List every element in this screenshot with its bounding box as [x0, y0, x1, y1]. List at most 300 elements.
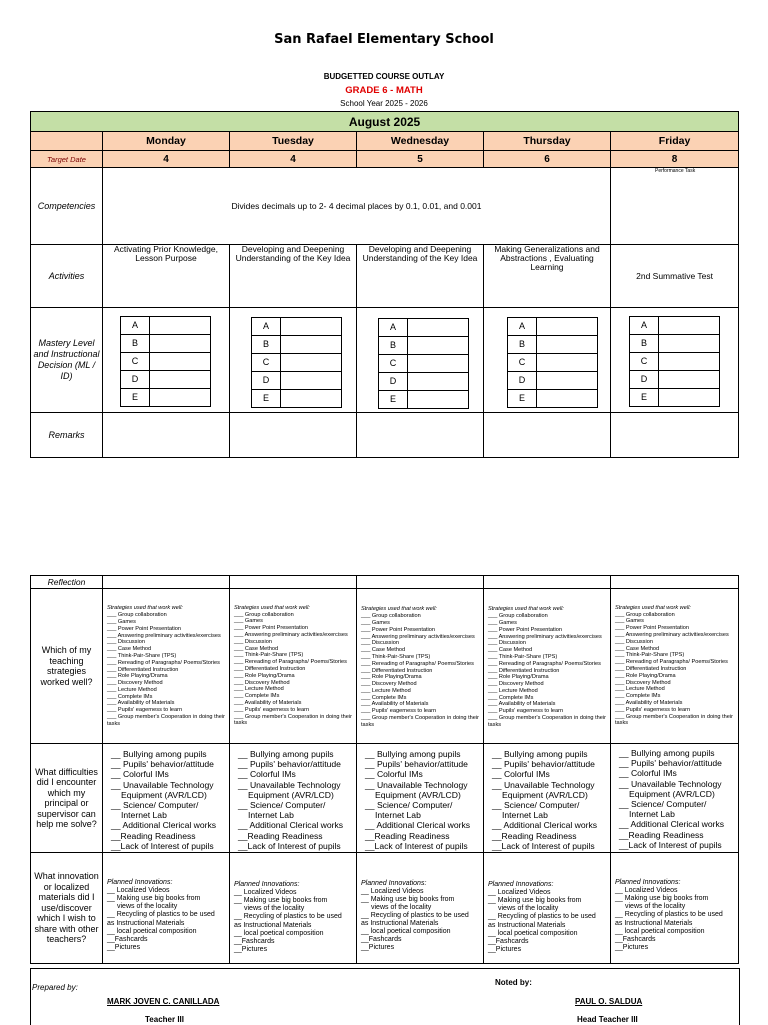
difficulty-item: __ Unavailable Technology [492, 779, 595, 790]
mastery-level-letter: B [508, 335, 537, 353]
prepared-by-name: MARK JOVEN C. CANILLADA [107, 997, 220, 1006]
innovations-heading: Planned Innovations: [488, 881, 554, 889]
reflection-monday [103, 576, 230, 589]
innovation-item: __Pictures [488, 945, 522, 953]
difficulties-cell [103, 744, 230, 853]
reflection-wednesday [357, 576, 484, 589]
mastery-level-count[interactable] [281, 389, 342, 407]
mastery-level-count[interactable] [537, 389, 598, 407]
strategy-item: ___ Case Method [361, 647, 406, 654]
remarks-friday[interactable] [611, 413, 739, 458]
difficulties-list [611, 746, 738, 850]
strategies-heading: Strategies used that work well: [234, 604, 310, 611]
reflection-label: Reflection [31, 576, 103, 589]
activity-monday: Activating Prior Knowledge, Lesson Purpose [103, 245, 230, 308]
mastery-level-count[interactable] [150, 388, 211, 406]
mastery-level-letter: A [379, 318, 408, 336]
difficulty-item: __ Additional Clerical works [111, 820, 217, 831]
difficulty-item: __ Additional Clerical works [365, 820, 471, 831]
mastery-label: Mastery Level and Instructional Decision (ML / ID) [31, 308, 103, 413]
innovation-item: __ Recycling of plastics to be used [488, 913, 596, 921]
strategy-item: ___ Discussion [488, 640, 526, 647]
mastery-level-row [508, 389, 598, 407]
remarks-wednesday[interactable] [357, 413, 484, 458]
school-year: School Year 2025 - 2026 [340, 99, 428, 108]
strategy-item: ___ Games [361, 619, 390, 626]
strategy-item: ___ Group member's Cooperation in doing their tasks [615, 713, 733, 727]
strategy-item: ___ Think-Pair-Share (TPS) [234, 652, 304, 659]
strategy-item: ___ Group collaboration [615, 611, 675, 618]
mastery-level-row [630, 370, 720, 388]
mastery-level-count[interactable] [281, 353, 342, 371]
innovation-item: views of the locality [371, 903, 432, 911]
innovation-item: __Pictures [361, 944, 395, 952]
innovation-item: as Instructional Materials [107, 919, 185, 927]
noted-by-name: PAUL O. SALDUA [575, 997, 643, 1006]
mastery-level-count[interactable] [408, 336, 469, 354]
mastery-level-count[interactable] [408, 318, 469, 336]
innovation-item: __ local poetical composition [234, 929, 324, 937]
innovation-item: __Pictures [234, 945, 268, 953]
mastery-level-row [630, 352, 720, 370]
remarks-monday[interactable] [103, 413, 230, 458]
strategy-item: ___ Discovery Method [615, 679, 671, 686]
strategy-item: ___ Discussion [107, 639, 145, 646]
target-date-thursday: 6 [484, 151, 611, 168]
strategy-item: ___ Discovery Method [488, 681, 544, 688]
difficulty-item: __ Colorful IMs [619, 768, 677, 779]
mastery-level-count[interactable] [281, 317, 342, 335]
strategy-item: ___ Role Playing/Drama [488, 674, 549, 681]
mastery-level-row [121, 316, 211, 334]
difficulty-item: __ Unavailable Technology [365, 779, 468, 790]
strategy-item: ___ Differentiated Instruction [361, 667, 433, 674]
mastery-level-row [379, 390, 469, 408]
mastery-level-letter: A [508, 317, 537, 335]
strategy-item: ___ Pupils' eagerness to learn [488, 708, 564, 715]
difficulties-cell [230, 744, 357, 853]
days-corner [31, 132, 103, 151]
strategy-item: ___ Games [107, 618, 136, 625]
mastery-level-grid [251, 317, 342, 408]
mastery-level-count[interactable] [408, 372, 469, 390]
mastery-level-row [121, 352, 211, 370]
strategy-item: ___ Discussion [234, 638, 272, 645]
strategy-item: ___ Differentiated Instruction [488, 667, 560, 674]
difficulties-list [103, 745, 229, 851]
difficulty-item: __Reading Readiness [365, 830, 450, 841]
mastery-level-count[interactable] [408, 390, 469, 408]
innovation-item: views of the locality [498, 905, 559, 913]
target-date-monday: 4 [103, 151, 230, 168]
mastery-level-letter: D [508, 371, 537, 389]
innovation-item: __ Recycling of plastics to be used [361, 911, 469, 919]
strategies-heading: Strategies used that work well: [615, 604, 691, 611]
difficulty-item: __Lack of Interest of pupils [492, 840, 595, 851]
innovation-item: views of the locality [625, 903, 686, 911]
mastery-level-count[interactable] [659, 388, 720, 406]
mastery-level-letter: C [508, 353, 537, 371]
strategies-cell [103, 589, 230, 744]
mastery-level-row [630, 334, 720, 352]
day-monday: Monday [103, 132, 230, 151]
difficulty-item: __Lack of Interest of pupils [365, 840, 468, 851]
difficulty-item: Internet Lab [248, 810, 294, 821]
strategy-item: ___ Rereading of Paragraphs/ Poems/Stories [107, 659, 220, 666]
mastery-thursday [484, 308, 611, 413]
mastery-level-row [252, 371, 342, 389]
strategy-item: ___ Answering preliminary activities/exercises [107, 632, 221, 639]
strategy-item: ___ Role Playing/Drama [107, 673, 168, 680]
innovation-item: as Instructional Materials [234, 921, 312, 929]
reflection-table [30, 575, 739, 964]
difficulties-question: What difficulties did I encounter which my principal or supervisor can help me solve? [31, 744, 103, 853]
difficulty-item: __ Pupils' behavior/attitude [492, 759, 595, 770]
noted-by-label: Noted by: [495, 978, 532, 987]
target-date-wednesday: 5 [357, 151, 484, 168]
difficulty-item: __ Bullying among pupils [238, 748, 334, 759]
difficulty-item: Equipment (AVR/LCD) [629, 788, 715, 799]
strategy-item: ___ Case Method [488, 647, 533, 654]
strategy-item: ___ Pupils' eagerness to learn [234, 706, 310, 713]
innovations-heading: Planned Innovations: [361, 879, 427, 887]
difficulty-item: Equipment (AVR/LCD) [502, 789, 588, 800]
strategy-item: ___ Think-Pair-Share (TPS) [615, 652, 685, 659]
strategies-heading: Strategies used that work well: [361, 606, 437, 613]
school-name: San Rafael Elementary School [274, 32, 494, 47]
innovations-list [230, 862, 356, 954]
innovation-item: __ Making use big books from [361, 895, 455, 903]
innovations-cell [103, 853, 230, 964]
strategy-item: ___ Pupils' eagerness to learn [361, 708, 437, 715]
strategy-item: ___ Availability of Materials [234, 699, 302, 706]
strategy-item: ___ Discovery Method [234, 679, 290, 686]
mastery-level-count[interactable] [281, 335, 342, 353]
difficulty-item: __ Science/ Computer/ [111, 800, 199, 810]
innovation-item: __ Recycling of plastics to be used [107, 911, 215, 919]
activity-thursday: Making Generalizations and Abstractions , Evaluating Learning [484, 245, 611, 308]
strategy-item: ___ Think-Pair-Share (TPS) [361, 653, 431, 660]
mastery-level-letter: E [252, 389, 281, 407]
target-date-label: Target Date [31, 151, 103, 168]
strategy-item: ___ Role Playing/Drama [234, 672, 295, 679]
difficulty-item: __ Pupils' behavior/attitude [619, 758, 722, 769]
strategy-item: ___ Complete IMs [615, 693, 661, 700]
remarks-tuesday[interactable] [230, 413, 357, 458]
strategy-item: ___ Power Point Presentation [615, 625, 690, 632]
difficulty-item: __ Bullying among pupils [365, 748, 461, 759]
strategy-item: ___ Rereading of Paragraphs/ Poems/Stories [361, 660, 474, 667]
difficulty-item: Equipment (AVR/LCD) [375, 789, 461, 800]
difficulties-list [484, 745, 610, 851]
mastery-level-row [508, 335, 598, 353]
mastery-level-count[interactable] [150, 370, 211, 388]
strategies-cell [357, 589, 484, 744]
difficulties-list [357, 745, 483, 851]
strategy-item: ___ Lecture Method [361, 687, 411, 694]
mastery-level-row [379, 354, 469, 372]
strategy-item: ___ Complete IMs [361, 694, 407, 701]
mastery-level-count[interactable] [659, 370, 720, 388]
strategy-item: ___ Lecture Method [615, 686, 665, 693]
strategies-cell [230, 589, 357, 744]
strategy-item: ___ Rereading of Paragraphs/ Poems/Stories [615, 659, 728, 666]
difficulty-item: Internet Lab [502, 810, 548, 821]
strategy-item: ___ Group collaboration [361, 613, 421, 620]
strategy-item: ___ Complete IMs [107, 693, 153, 700]
mastery-level-row [630, 316, 720, 334]
innovations-heading: Planned Innovations: [107, 879, 173, 887]
innovation-item: __Fashcards [107, 935, 148, 943]
strategy-item: ___ Availability of Materials [488, 701, 556, 708]
strategy-item: ___ Group collaboration [488, 613, 548, 620]
difficulty-item: __ Pupils' behavior/attitude [365, 759, 468, 770]
strategy-item: ___ Role Playing/Drama [361, 674, 422, 681]
mastery-box [251, 317, 356, 408]
innovations-question: What innovation or localized materials did I use/discover which I wish to share with other teachers? [31, 853, 103, 964]
mastery-level-row [252, 353, 342, 371]
innovation-item: __ Making use big books from [615, 895, 709, 903]
strategies-cell [611, 589, 739, 744]
mastery-level-row [121, 370, 211, 388]
mastery-level-row [121, 334, 211, 352]
mastery-level-letter: C [252, 353, 281, 371]
mastery-level-count[interactable] [281, 371, 342, 389]
innovation-item: __Fashcards [234, 937, 275, 945]
mastery-level-count[interactable] [537, 335, 598, 353]
innovation-item: __ Making use big books from [234, 897, 328, 905]
mastery-wednesday [357, 308, 484, 413]
difficulty-item: __ Additional Clerical works [238, 820, 344, 831]
strategy-item: ___ Answering preliminary activities/exercises [234, 632, 348, 639]
mastery-level-letter: C [379, 354, 408, 372]
mastery-box [120, 316, 229, 407]
innovation-item: __ Localized Videos [488, 889, 551, 897]
innovations-cell [484, 853, 611, 964]
grade-subject: GRADE 6 - MATH [345, 85, 423, 96]
innovations-heading: Planned Innovations: [234, 881, 300, 889]
activity-friday: 2nd Summative Test [611, 245, 739, 308]
mastery-level-row [508, 371, 598, 389]
reflection-friday [611, 576, 739, 589]
strategy-item: ___ Discussion [615, 638, 653, 645]
innovation-item: __Pictures [615, 943, 649, 951]
difficulty-item: __Reading Readiness [111, 830, 196, 841]
difficulty-item: __ Science/ Computer/ [619, 799, 707, 809]
innovations-list [103, 864, 229, 952]
mastery-level-count[interactable] [150, 352, 211, 370]
day-tuesday: Tuesday [230, 132, 357, 151]
strategy-item: ___ Discussion [361, 640, 399, 647]
innovation-item: as Instructional Materials [488, 921, 566, 929]
strategy-item: ___ Games [488, 619, 517, 626]
difficulty-item: __ Pupils' behavior/attitude [111, 759, 214, 770]
strategy-item: ___ Power Point Presentation [488, 626, 563, 633]
difficulties-list [230, 745, 356, 851]
prepared-by-label: Prepared by: [32, 983, 78, 992]
reflection-tuesday [230, 576, 357, 589]
mastery-level-count[interactable] [408, 354, 469, 372]
mastery-level-letter: B [630, 334, 659, 352]
strategy-item: ___ Role Playing/Drama [615, 672, 676, 679]
strategies-heading: Strategies used that work well: [107, 605, 183, 612]
difficulty-item: __ Unavailable Technology [238, 779, 341, 790]
activity-wednesday: Developing and Deepening Understanding of the Key Idea [357, 245, 484, 308]
innovation-item: __ local poetical composition [615, 927, 705, 935]
mastery-level-grid [120, 316, 211, 407]
mastery-box [629, 316, 738, 407]
innovation-item: __Fashcards [615, 935, 656, 943]
mastery-level-letter: A [252, 317, 281, 335]
mastery-level-letter: D [630, 370, 659, 388]
mastery-level-count[interactable] [537, 317, 598, 335]
innovation-item: views of the locality [117, 903, 178, 911]
difficulty-item: __Reading Readiness [619, 829, 704, 840]
mastery-monday [103, 308, 230, 413]
innovations-cell [611, 853, 739, 964]
innovation-item: views of the locality [244, 905, 305, 913]
mastery-level-letter: B [379, 336, 408, 354]
difficulty-item: __Reading Readiness [238, 830, 323, 841]
difficulty-item: __ Colorful IMs [365, 769, 423, 780]
strategy-item: ___ Pupils' eagerness to learn [615, 706, 691, 713]
mastery-level-grid [507, 317, 598, 408]
strategy-item: ___ Differentiated Instruction [615, 666, 687, 672]
innovation-item: __ Localized Videos [107, 887, 170, 895]
mastery-level-count[interactable] [150, 334, 211, 352]
strategies-cell [484, 589, 611, 744]
strategy-item: ___ Group member's Cooperation in doing their tasks [234, 713, 352, 727]
strategy-item: ___ Availability of Materials [107, 700, 175, 707]
strategy-item: ___ Answering preliminary activities/exercises [488, 633, 602, 640]
remarks-thursday[interactable] [484, 413, 611, 458]
mastery-level-letter: E [630, 388, 659, 406]
difficulty-item: __ Unavailable Technology [619, 778, 722, 789]
noted-by-position: Head Teacher III [577, 1015, 638, 1024]
competency-text: Divides decimals up to 2- 4 decimal places by 0.1, 0.01, and 0.001 [103, 168, 611, 245]
weekly-plan-table [30, 111, 739, 458]
day-thursday: Thursday [484, 132, 611, 151]
strategy-item: ___ Power Point Presentation [107, 625, 182, 632]
strategy-item: ___ Differentiated Instruction [234, 666, 306, 672]
mastery-level-count[interactable] [537, 353, 598, 371]
innovation-item: __ local poetical composition [488, 929, 578, 937]
innovations-list [357, 864, 483, 953]
strategy-item: ___ Group member's Cooperation in doing their tasks [488, 715, 606, 728]
innovation-item: __ Localized Videos [234, 889, 297, 897]
difficulties-cell [357, 744, 484, 853]
difficulty-item: __ Pupils' behavior/attitude [238, 759, 341, 770]
mastery-level-letter: B [252, 335, 281, 353]
mastery-level-count[interactable] [659, 334, 720, 352]
strategy-item: ___ Answering preliminary activities/exercises [615, 632, 729, 639]
innovations-list [611, 864, 738, 952]
strategies-list [611, 605, 738, 727]
mastery-level-count[interactable] [659, 316, 720, 334]
strategy-item: ___ Complete IMs [488, 694, 534, 701]
difficulty-item: Equipment (AVR/LCD) [248, 789, 334, 800]
strategy-item: ___ Group member's Cooperation in doing their tasks [107, 714, 225, 727]
strategy-item: ___ Case Method [107, 646, 152, 653]
strategy-item: ___ Rereading of Paragraphs/ Poems/Stories [488, 660, 601, 667]
mastery-box [507, 317, 610, 408]
difficulty-item: __Reading Readiness [492, 830, 577, 841]
innovation-item: __Fashcards [361, 936, 402, 944]
mastery-level-letter: B [121, 334, 150, 352]
strategies-question: Which of my teaching strategies worked well? [31, 589, 103, 744]
mastery-level-row [508, 317, 598, 335]
mastery-level-row [252, 335, 342, 353]
mastery-friday [611, 308, 739, 413]
mastery-level-count[interactable] [150, 316, 211, 334]
difficulty-item: __ Bullying among pupils [111, 748, 207, 759]
competencies-label: Competencies [31, 168, 103, 245]
difficulty-item: __ Colorful IMs [492, 769, 550, 780]
difficulty-item: __ Additional Clerical works [619, 819, 725, 830]
innovations-heading: Planned Innovations: [615, 879, 681, 887]
activity-tuesday: Developing and Deepening Understanding of the Key Idea [230, 245, 357, 308]
strategies-list [103, 604, 229, 727]
innovation-item: __ local poetical composition [361, 928, 451, 936]
prepared-by-position: Teacher III [145, 1015, 184, 1024]
mastery-level-letter: E [121, 388, 150, 406]
target-date-tuesday: 4 [230, 151, 357, 168]
activities-label: Activities [31, 245, 103, 308]
mastery-level-row [379, 372, 469, 390]
mastery-tuesday [230, 308, 357, 413]
strategy-item: ___ Group collaboration [234, 611, 294, 618]
strategy-item: ___ Group collaboration [107, 612, 167, 619]
strategy-item: ___ Games [615, 618, 644, 625]
difficulties-cell [611, 744, 739, 853]
mastery-level-letter: A [630, 316, 659, 334]
difficulty-item: __Lack of Interest of pupils [111, 840, 214, 851]
mastery-level-count[interactable] [659, 352, 720, 370]
innovation-item: __ Localized Videos [615, 887, 678, 895]
mastery-level-count[interactable] [537, 371, 598, 389]
mastery-level-row [252, 317, 342, 335]
remarks-label: Remarks [31, 413, 103, 458]
strategy-item: ___ Pupils' eagerness to learn [107, 707, 183, 714]
mastery-level-letter: C [121, 352, 150, 370]
innovation-item: as Instructional Materials [361, 920, 439, 928]
outlay-title: BUDGETTED COURSE OUTLAY [323, 72, 445, 81]
strategy-item: ___ Group member's Cooperation in doing their tasks [361, 715, 479, 728]
day-friday: Friday [611, 132, 739, 151]
mastery-level-letter: D [121, 370, 150, 388]
mastery-level-row [121, 388, 211, 406]
strategy-item: ___ Availability of Materials [615, 699, 683, 706]
mastery-level-row [508, 353, 598, 371]
strategy-item: ___ Games [234, 618, 263, 625]
difficulty-item: Equipment (AVR/LCD) [121, 789, 207, 800]
innovation-item: __ Making use big books from [107, 895, 201, 903]
difficulty-item: __ Science/ Computer/ [238, 800, 326, 810]
strategy-item: ___ Lecture Method [488, 687, 538, 694]
difficulty-item: __ Science/ Computer/ [492, 800, 580, 810]
strategy-item: ___ Lecture Method [234, 686, 284, 693]
mastery-level-letter: E [508, 389, 537, 407]
strategies-list [230, 605, 356, 727]
mastery-level-letter: E [379, 390, 408, 408]
innovation-item: __ local poetical composition [107, 927, 197, 935]
mastery-level-grid [378, 318, 469, 409]
innovation-item: __Pictures [107, 943, 141, 951]
target-date-friday: 8 [611, 151, 739, 168]
strategy-item: ___ Complete IMs [234, 693, 280, 700]
strategy-item: ___ Differentiated Instruction [107, 666, 179, 673]
difficulty-item: __ Bullying among pupils [619, 747, 715, 758]
